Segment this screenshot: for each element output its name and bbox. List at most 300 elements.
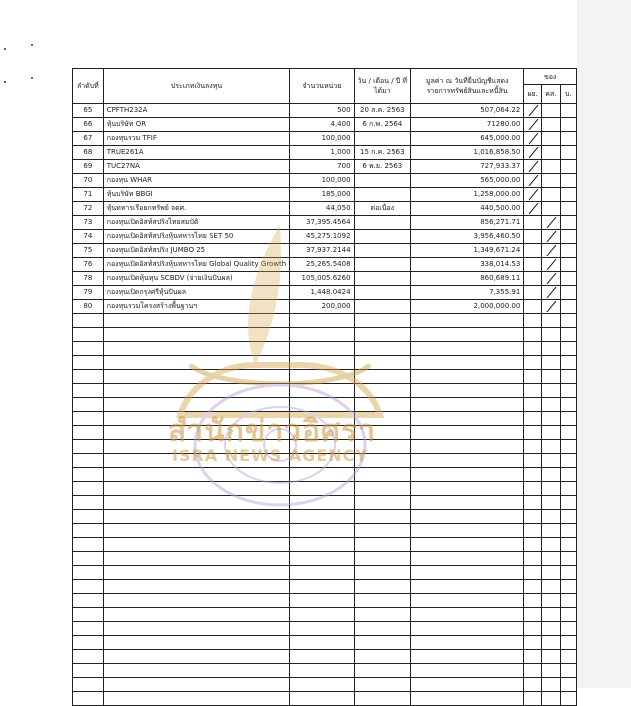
row-value: 1,349,671.24 [411,244,524,258]
header-asset-type: ประเภทเงินลงทุน [103,69,290,104]
row-owner-cell [524,412,542,426]
row-asset-name: กองทุนเปิดกรุงศรีหุ้นปันผล [103,286,290,300]
row-asset-name [103,594,290,608]
row-owner-cell [560,216,576,230]
row-owner-cell [560,608,576,622]
row-owner-cell [524,216,542,230]
check-slash-icon [528,175,539,186]
row-index [73,552,104,566]
row-owner-cell [542,146,561,160]
row-value: 3,956,460.50 [411,230,524,244]
row-asset-name [103,692,290,706]
table-row [73,636,577,650]
table-row [73,174,577,188]
row-value [411,552,524,566]
row-value [411,412,524,426]
row-owner-cell [560,384,576,398]
row-owner-cell [560,678,576,692]
row-owner-cell [524,468,542,482]
table-row [73,482,577,496]
table-row [73,118,577,132]
check-slash-icon [546,301,557,312]
table-row [73,104,577,118]
row-date [354,384,411,398]
row-owner-cell [560,636,576,650]
row-asset-name [103,370,290,384]
table-row [73,608,577,622]
row-quantity [290,566,354,580]
row-value [411,356,524,370]
table-row [73,132,577,146]
row-index [73,678,104,692]
row-owner-cell [542,328,561,342]
row-value [411,692,524,706]
row-quantity: 45,275.1092 [290,230,354,244]
row-date [354,566,411,580]
margin-dot [31,44,33,46]
row-date [354,594,411,608]
row-owner-cell [560,496,576,510]
row-date: 6 พ.ย. 2563 [354,160,411,174]
row-owner-cell [524,594,542,608]
row-owner-cell [542,300,561,314]
row-asset-name [103,496,290,510]
row-asset-name: กองทุน WHAR [103,174,290,188]
row-owner-cell [542,230,561,244]
row-value: 727,933.37 [411,160,524,174]
row-index [73,370,104,384]
margin-dot [4,48,6,50]
row-asset-name [103,342,290,356]
table-row [73,650,577,664]
row-index [73,664,104,678]
row-quantity: 700 [290,160,354,174]
row-date [354,328,411,342]
row-owner-cell [524,440,542,454]
row-quantity: 105,005.6260 [290,272,354,286]
row-owner-cell [542,132,561,146]
row-owner-cell [542,650,561,664]
row-date [354,286,411,300]
row-owner-cell [542,384,561,398]
row-owner-cell [524,342,542,356]
table-row [73,664,577,678]
row-index: 73 [73,216,104,230]
row-owner-cell [524,230,542,244]
row-owner-cell [524,258,542,272]
table-row [73,580,577,594]
row-owner-cell [542,510,561,524]
row-value [411,426,524,440]
row-date [354,230,411,244]
row-quantity [290,328,354,342]
row-owner-cell [542,580,561,594]
row-owner-cell [524,174,542,188]
row-asset-name: CPFTH232A [103,104,290,118]
row-owner-cell [524,692,542,706]
row-owner-cell [560,510,576,524]
row-owner-cell [560,300,576,314]
row-asset-name [103,468,290,482]
row-owner-cell [542,202,561,216]
row-owner-cell [524,622,542,636]
row-index: 76 [73,258,104,272]
row-value: 1,016,858.50 [411,146,524,160]
row-owner-cell [542,608,561,622]
row-asset-name: หุ้นบริษัท OR [103,118,290,132]
row-date [354,300,411,314]
row-owner-cell [560,146,576,160]
table-row [73,370,577,384]
row-owner-cell [542,370,561,384]
row-asset-name [103,636,290,650]
table-row [73,286,577,300]
row-owner-cell [560,314,576,328]
row-index [73,440,104,454]
row-value [411,482,524,496]
row-owner-cell [542,440,561,454]
row-asset-name [103,580,290,594]
row-date [354,314,411,328]
margin-dot [31,77,33,79]
row-value [411,370,524,384]
header-owner-self: ผย. [524,85,542,104]
row-date [354,650,411,664]
row-value [411,328,524,342]
row-owner-cell [560,356,576,370]
row-date [354,678,411,692]
row-value [411,664,524,678]
row-owner-cell [542,678,561,692]
table-row [73,496,577,510]
row-owner-cell [524,454,542,468]
row-owner-cell [560,440,576,454]
row-value: 856,271.71 [411,216,524,230]
row-quantity [290,342,354,356]
row-quantity [290,482,354,496]
row-asset-name: กองทุนเปิดอิสท์สปริงหุ้นทหารไทย SET 50 [103,230,290,244]
row-quantity [290,370,354,384]
row-value [411,342,524,356]
row-owner-cell [524,580,542,594]
row-owner-cell [560,426,576,440]
row-date [354,552,411,566]
row-quantity [290,692,354,706]
row-index: 67 [73,132,104,146]
row-quantity: 44,050 [290,202,354,216]
table-body [73,104,577,706]
row-owner-cell [542,636,561,650]
row-index [73,538,104,552]
table-row [73,356,577,370]
row-owner-cell [560,286,576,300]
row-index [73,496,104,510]
row-owner-cell [560,258,576,272]
row-value [411,678,524,692]
row-date [354,482,411,496]
row-owner-cell [542,398,561,412]
row-owner-cell [524,566,542,580]
row-owner-cell [542,412,561,426]
row-index: 78 [73,272,104,286]
row-value [411,538,524,552]
row-value [411,594,524,608]
row-owner-cell [560,230,576,244]
row-owner-cell [560,188,576,202]
row-owner-cell [560,664,576,678]
row-date [354,636,411,650]
row-owner-cell [542,622,561,636]
row-owner-cell [542,272,561,286]
row-date: ต่อเนื่อง [354,202,411,216]
row-index: 68 [73,146,104,160]
row-owner-cell [524,636,542,650]
row-asset-name: หุ้นทหารเรือยกทรัพย์ จดศ. [103,202,290,216]
row-quantity: 1,000 [290,146,354,160]
row-value: 2,000,000.00 [411,300,524,314]
row-owner-cell [542,692,561,706]
row-date [354,174,411,188]
row-quantity [290,552,354,566]
row-value: 338,014.53 [411,258,524,272]
row-asset-name [103,552,290,566]
row-asset-name [103,650,290,664]
row-date [354,468,411,482]
row-owner-cell [560,412,576,426]
row-asset-name: กองทุนรวมโครงสร้างพื้นฐานฯ [103,300,290,314]
row-asset-name [103,538,290,552]
row-index [73,594,104,608]
row-owner-cell [524,118,542,132]
table-row [73,188,577,202]
check-slash-icon [528,133,539,144]
row-quantity [290,496,354,510]
row-index [73,566,104,580]
row-value [411,496,524,510]
margin-dot [4,81,6,83]
row-owner-cell [542,118,561,132]
row-index: 75 [73,244,104,258]
row-owner-cell [524,356,542,370]
row-quantity: 4,400 [290,118,354,132]
row-owner-cell [560,552,576,566]
row-value [411,566,524,580]
row-quantity [290,594,354,608]
header-owner-child: บ. [560,85,576,104]
row-owner-cell [524,160,542,174]
row-owner-cell [524,426,542,440]
row-owner-cell [524,496,542,510]
row-owner-cell [560,160,576,174]
row-value: 440,500.00 [411,202,524,216]
row-quantity [290,384,354,398]
row-asset-name [103,664,290,678]
row-asset-name [103,384,290,398]
table-row [73,272,577,286]
row-owner-cell [560,650,576,664]
row-asset-name: กองทุนเปิดอิสท์สปริงหุ้นทหารไทย Global Quality Growth [103,258,290,272]
row-asset-name: กองทุนเปิดอิสท์สปริง JUMBO 25 [103,244,290,258]
row-owner-cell [560,328,576,342]
row-value [411,510,524,524]
row-owner-cell [524,370,542,384]
row-value [411,314,524,328]
check-slash-icon [546,231,557,242]
check-slash-icon [528,189,539,200]
row-quantity: 37,937.2144 [290,244,354,258]
watermark-english-text: ISRA NEWS AGENCY [172,446,368,465]
row-asset-name [103,622,290,636]
table-row [73,622,577,636]
row-index [73,608,104,622]
row-index [73,650,104,664]
viewer-side-strip [577,0,631,688]
row-owner-cell [542,104,561,118]
row-date: 15 ก.ค. 2563 [354,146,411,160]
row-asset-name [103,510,290,524]
row-owner-cell [560,692,576,706]
row-index [73,524,104,538]
row-index: 72 [73,202,104,216]
check-slash-icon [528,119,539,130]
table-row [73,216,577,230]
row-date [354,272,411,286]
row-owner-cell [542,538,561,552]
row-owner-cell [524,664,542,678]
row-index [73,342,104,356]
row-value [411,398,524,412]
row-owner-cell [524,286,542,300]
row-date [354,370,411,384]
row-asset-name: TRUE261A [103,146,290,160]
row-value [411,454,524,468]
row-owner-cell [542,160,561,174]
row-quantity [290,510,354,524]
header-owner-group: ของ [524,69,577,85]
row-owner-cell [542,244,561,258]
row-index [73,398,104,412]
table-row [73,594,577,608]
row-value [411,524,524,538]
row-owner-cell [542,594,561,608]
row-owner-cell [560,342,576,356]
row-index [73,314,104,328]
row-owner-cell [542,482,561,496]
row-asset-name: TUC27NA [103,160,290,174]
row-date [354,608,411,622]
row-date [354,342,411,356]
table-row [73,552,577,566]
row-asset-name [103,328,290,342]
row-quantity: 100,000 [290,132,354,146]
row-owner-cell [524,678,542,692]
row-index [73,454,104,468]
watermark-thai-text: สำนักข่าวอิศรา [168,414,377,449]
row-value: 1,258,000.00 [411,188,524,202]
row-asset-name: กองทุนเปิดหุ้นทุน SCBDV (จ่ายเงินปันผล) [103,272,290,286]
row-date [354,538,411,552]
row-quantity [290,622,354,636]
row-quantity [290,314,354,328]
row-index: 71 [73,188,104,202]
row-owner-cell [560,118,576,132]
row-quantity [290,650,354,664]
row-date: 6 ก.พ. 2564 [354,118,411,132]
row-owner-cell [560,454,576,468]
row-index [73,510,104,524]
row-owner-cell [524,188,542,202]
row-index [73,636,104,650]
row-owner-cell [524,608,542,622]
row-owner-cell [542,258,561,272]
row-quantity: 37,395.4564 [290,216,354,230]
row-owner-cell [542,664,561,678]
row-quantity: 500 [290,104,354,118]
row-date: 20 ส.ค. 2563 [354,104,411,118]
check-slash-icon [528,105,539,116]
row-owner-cell [542,216,561,230]
row-quantity [290,608,354,622]
row-owner-cell [542,314,561,328]
row-date [354,258,411,272]
table-row [73,202,577,216]
row-value [411,608,524,622]
row-date [354,580,411,594]
row-owner-cell [560,524,576,538]
row-value [411,580,524,594]
table-row [73,524,577,538]
row-index [73,426,104,440]
row-owner-cell [560,468,576,482]
row-owner-cell [542,496,561,510]
row-owner-cell [542,426,561,440]
row-asset-name [103,356,290,370]
row-value [411,440,524,454]
header-date: วัน / เดือน / ปี ที่ได้มา [354,69,411,104]
row-owner-cell [524,538,542,552]
row-value [411,622,524,636]
row-index [73,622,104,636]
table-row [73,258,577,272]
row-asset-name [103,608,290,622]
header-value: มูลค่า ณ วันที่ยื่นบัญชีแสดงรายการทรัพย์สินและหนี้สิน [411,69,524,104]
row-value: 645,000.00 [411,132,524,146]
row-index [73,482,104,496]
row-value [411,468,524,482]
table-row [73,678,577,692]
table-row [73,230,577,244]
row-date [354,216,411,230]
check-slash-icon [546,287,557,298]
row-owner-cell [542,342,561,356]
table-row [73,566,577,580]
row-owner-cell [542,356,561,370]
row-date [354,510,411,524]
row-owner-cell [542,174,561,188]
row-owner-cell [524,104,542,118]
row-owner-cell [560,580,576,594]
row-date [354,188,411,202]
table-row [73,342,577,356]
row-owner-cell [560,174,576,188]
row-owner-cell [524,552,542,566]
row-quantity [290,524,354,538]
row-date [354,664,411,678]
table-row [73,510,577,524]
row-owner-cell [524,314,542,328]
row-value [411,636,524,650]
row-quantity [290,678,354,692]
